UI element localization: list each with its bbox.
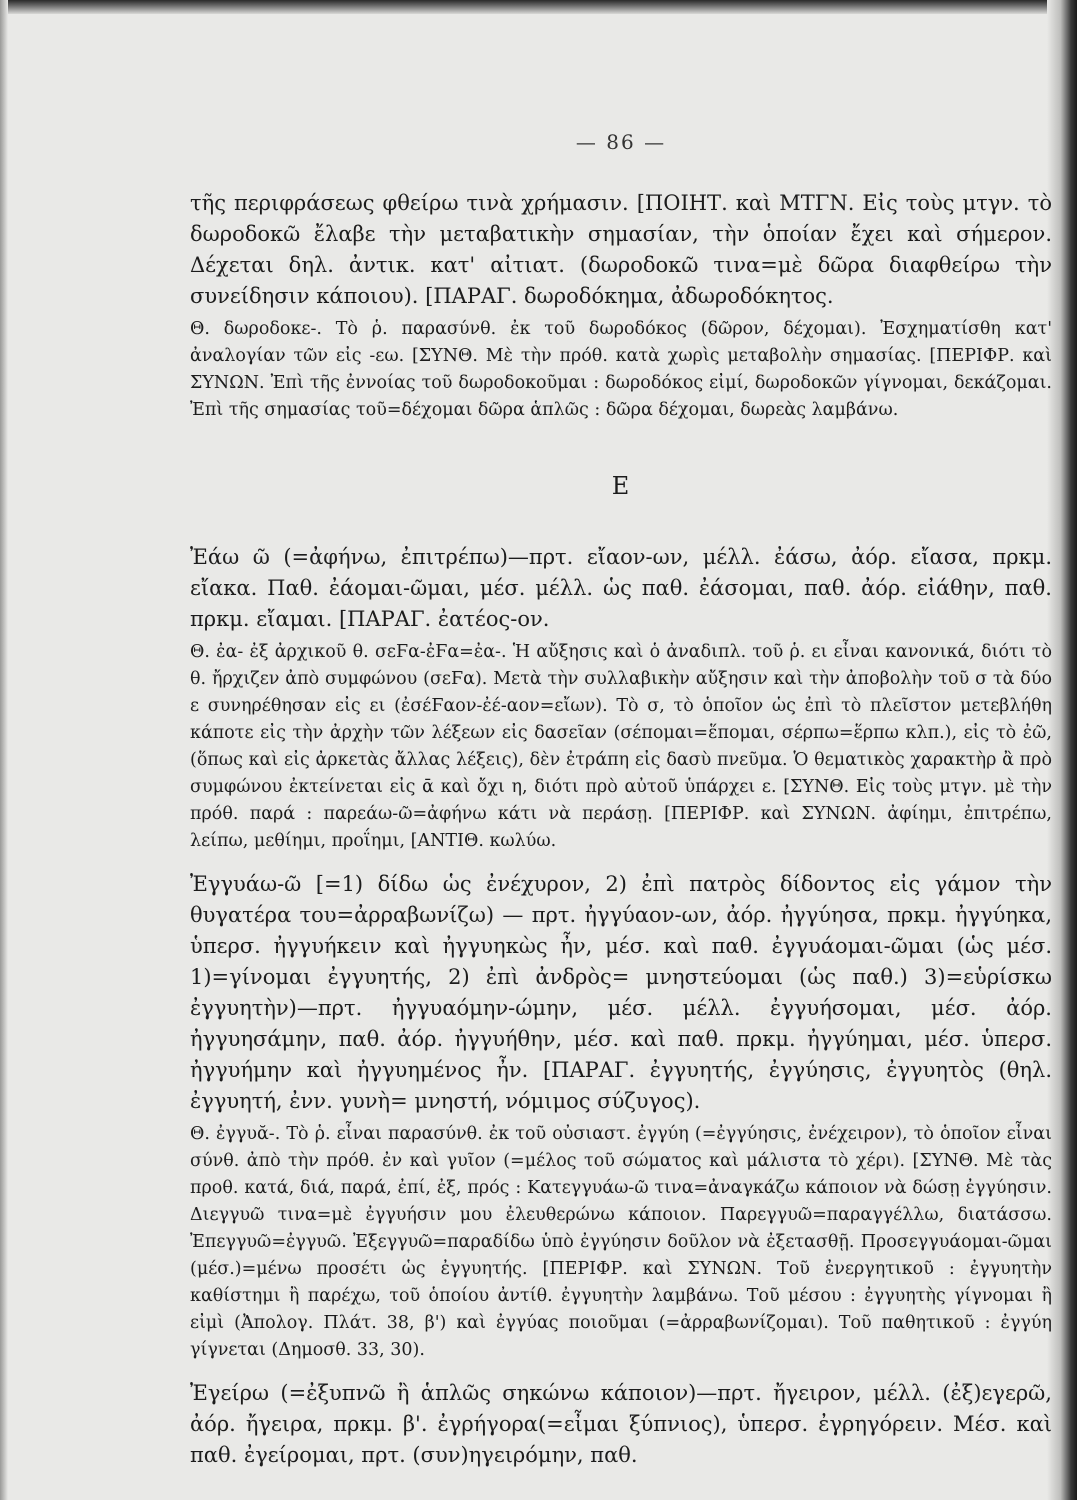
section-letter: Ε [611, 472, 631, 500]
entry-etymology-text: Θ. ἐγγυᾰ-. Τὸ ῥ. εἶναι παρασύνθ. ἐκ τοῦ οὐσιαστ. ἐγγύη (=ἐγγύησις, ἐνέχειρον), τὸ ὁποῖον εἶναι σύνθ. ἀπὸ τὴν πρόθ. ἐν καὶ γυῖον (=μέλος τοῦ σώματος καὶ μάλιστα τὸ χέρι). [ΣΥΝΘ. Μὲ τὰς προθ. κατά, διά, παρά, ἐπί, ἐξ, πρός : Κατεγγυάω-ῶ τινα=ἀναγκάζω κάποιον νὰ δώσῃ ἐγγύησιν. Διεγγυῶ τινα=μὲ ἐγγυήσιν μου ἐλευθερώνω κάποιον. Παρεγγυῶ=παραγγέλλω, διατάσσω. Ἐπεγγυῶ=ἐγγυῶ. Ἐξεγγυῶ=παραδίδω ὑπὸ ἐγγύησιν δοῦλον νὰ ἐξετασθῇ. Προσεγγυάομαι-ῶμαι (μέσ.)=μένω προσέτι ὡς ἐγγυητής. [ΠΕΡΙΦΡ. καὶ ΣΥΝΩΝ. Τοῦ ἐνεργητικοῦ : ἐγγυητὴν καθίστημι ἢ παρέχω, τοῦ ὁποίου ἀντίθ. ἐγγυητὴν λαμβάνω. Τοῦ μέσου : ἐγγυητὴς γίγνομαι ἢ εἰμὶ (Ἀπολογ. Πλάτ. 38, β') καὶ ἐγγύας ποιοῦμαι (=ἀρραβωνίζομαι). Τοῦ παθητικοῦ : ἐγγύη γίγνεται (Δημοσθ. 33, 30). [190, 1124, 1052, 1360]
entry-main-text: Ἐάω ῶ (=ἀφήνω, ἐπιτρέπω)—πρτ. εἴαον-ων, μέλλ. ἐάσω, ἀόρ. εἴασα, πρκμ. εἴακα. Παθ. ἐάομαι-ῶμαι, μέσ. μέλλ. ὡς παθ. ἐάσομαι, παθ. ἀόρ. εἰάθην, παθ. πρκμ. εἴαμαι. [ΠΑΡΑΓ. ἐατέος-ον. [190, 545, 1052, 631]
page-number: — 86 — [575, 130, 667, 154]
dictionary-page [190, 130, 1052, 1471]
intro-block [190, 188, 1052, 424]
scan-edge-left [0, 0, 8, 1500]
intro-etymology-text: Θ. δωροδοκε-. Τὸ ῥ. παρασύνθ. ἐκ τοῦ δωροδόκος (δῶρον, δέχομαι). Ἐσχηματίσθη κατ' ἀναλογίαν τῶν εἰς -εω. [ΣΥΝΘ. Μὲ τὴν πρόθ. κατὰ χωρὶς μεταβολὴν σημασίας. [ΠΕΡΙΦΡ. καὶ ΣΥΝΩΝ. Ἐπὶ τῆς ἐννοίας τοῦ δωροδοκοῦμαι : δωροδόκος εἰμί, δωροδοκῶν γίγνομαι, δεκάζομαι. Ἐπὶ τῆς σημασίας τοῦ=δέχομαι δῶρα ἁπλῶς : δῶρα δέχομαι, δωρεὰς λαμβάνω. [190, 319, 1052, 420]
entry-main-text: Ἐγγυάω-ῶ [=1) δίδω ὡς ἐνέχυρον, 2) ἐπὶ πατρὸς δίδοντος εἰς γάμον τὴν θυγατέρα του=ἀρραβωνίζω) — πρτ. ἠγγύαον-ων, ἀόρ. ἠγγύησα, πρκμ. ἠγγύηκα, ὑπερσ. ἠγγυήκειν καὶ ἠγγυηκὼς ἦν, μέσ. καὶ παθ. ἐγγυάομαι-ῶμαι (ὡς μέσ. 1)=γίνομαι ἐγγυητής, 2) ἐπὶ ἀνδρὸς= μνηστεύομαι (ὡς παθ.) 3)=εὑρίσκω ἐγγυητὴν)—πρτ. ἠγγυαόμην-ώμην, μέσ. μέλλ. ἐγγυήσομαι, μέσ. ἀόρ. ἠγγυησάμην, παθ. ἀόρ. ἠγγυήθην, μέσ. καὶ παθ. πρκμ. ἠγγύημαι, μέσ. ὑπερσ. ἠγγυήμην καὶ ἠγγυημένος ἦν. [ΠΑΡΑΓ. ἐγγυητής, ἐγγύησις, ἐγγυητὸς (θηλ. ἐγγυητή, ἐνν. γυνὴ= μνηστή, νόμιμος σύζυγος). [190, 872, 1052, 1113]
entry-eao [190, 542, 1052, 855]
entry-main-text: Ἐγείρω (=ἐξυπνῶ ἢ ἁπλῶς σηκώνω κάποιον)—πρτ. ἤγειρον, μέλλ. (ἐξ)εγερῶ, ἀόρ. ἤγειρα, πρκμ. β'. ἐγρήγορα(=εἶμαι ξύπνιος), ὑπερσ. ἐγρηγόρειν. Μέσ. καὶ παθ. ἐγείρομαι, πρτ. (συν)ηγειρόμην, παθ. [190, 1381, 1052, 1467]
entry-engyao [190, 869, 1052, 1364]
scan-edge-top [0, 0, 1077, 14]
entry-etymology-text: Θ. ἐα- ἐξ ἀρχικοῦ θ. σεϜα-ἐϜα=ἐα-. Ἡ αὔξησις καὶ ὁ ἀναδιπλ. τοῦ ῥ. ει εἶναι κανονικά, διότι τὸ θ. ἤρχιζεν ἀπὸ συμφώνου (σεϜα). Μετὰ τὴν συλλαβικὴν αὔξησιν καὶ τὴν ἀποβολὴν τοῦ σ τὰ δύο ε συνηρέθησαν εἰς ει (ἐσέϜαον-ἐέ-αον=εἴων). Τὸ σ, τὸ ὁποῖον ὡς ἐπὶ τὸ πλεῖστον μετεβλήθη κάποτε εἰς τὴν ἀρχὴν τῶν λέξεων εἰς δασεῖαν (σέπομαι=ἕπομαι, σέρπω=ἕρπω κλπ.), εἰς τὸ ἐῶ, (ὅπως καὶ εἰς ἀρκετὰς ἄλλας λέξεις), δὲν ἐτράπη εἰς δασὺ πνεῦμα. Ὁ θεματικὸς χαρακτὴρ ἂ πρὸ συμφώνου ἐκτείνεται εἰς ᾱ καὶ ὄχι η, διότι πρὸ αὐτοῦ ὑπάρχει ε. [ΣΥΝΘ. Εἰς τοὺς μτγν. μὲ τὴν πρόθ. παρά : παρεάω-ῶ=ἀφήνω κάτι νὰ περάσῃ. [ΠΕΡΙΦΡ. καὶ ΣΥΝΩΝ. ἀφίημι, ἐπιτρέπω, λείπω, μεθίημι, προΐημι, [ΑΝΤΙΘ. κωλύω. [190, 642, 1052, 851]
entry-egeiro [190, 1378, 1052, 1471]
intro-main-text: τῆς περιφράσεως φθείρω τινὰ χρήμασιν. [ΠΟΙΗΤ. καὶ ΜΤΓΝ. Εἰς τοὺς μτγν. τὸ δωροδοκῶ ἔλαβε τὴν μεταβατικὴν σημασίαν, τὴν ὁποίαν ἔχει καὶ σήμερον. Δέχεται δηλ. ἀντικ. κατ' αἰτιατ. (δωροδοκῶ τινα=μὲ δῶρα διαφθείρω τὴν συνείδησιν κάποιου). [ΠΑΡΑΓ. δωροδόκημα, ἀδωροδόκητος. [190, 191, 1052, 308]
